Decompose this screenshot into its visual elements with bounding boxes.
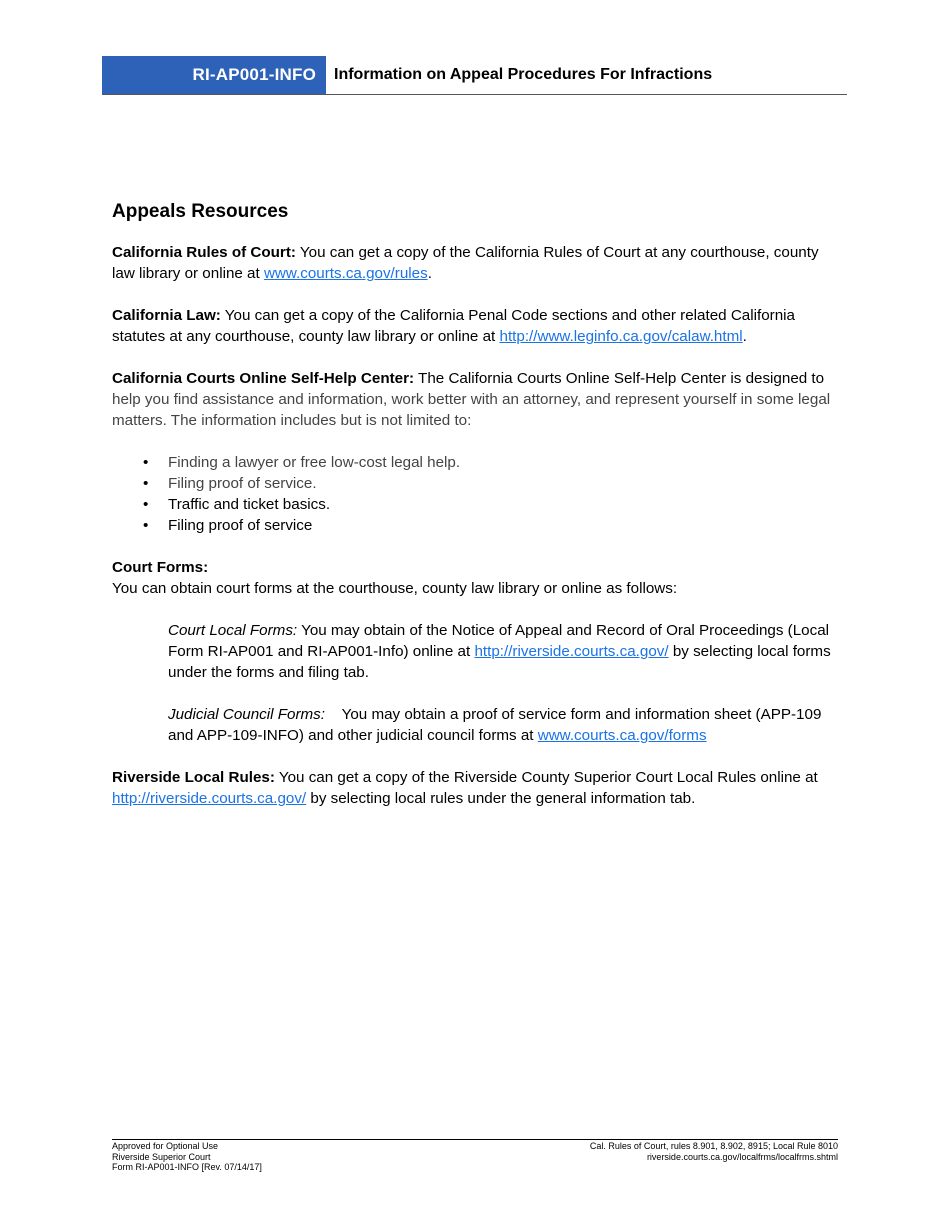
footer-form-revision: Form RI-AP001-INFO [Rev. 07/14/17]	[112, 1162, 262, 1172]
judicial-forms-paragraph	[112, 704, 842, 746]
riverside-rules-link[interactable]: http://riverside.courts.ca.gov/	[112, 790, 307, 807]
california-law-label: California Law:	[112, 307, 221, 324]
footer-url: riverside.courts.ca.gov/localfrms/localfrms.shtml	[646, 1151, 838, 1162]
main-content	[112, 198, 842, 809]
self-help-label: California Courts Online Self-Help Center:	[112, 370, 415, 387]
rules-of-court-link[interactable]: www.courts.ca.gov/rules	[263, 265, 428, 282]
local-rules-text: You can get a copy of the Riverside County Superior Court Local Rules online at	[274, 769, 818, 786]
local-forms-paragraph	[112, 620, 842, 683]
judicial-forms-text: You may obtain a proof of service form and information sheet (APP-109 and APP-109-INFO) and other judicial council forms at	[168, 706, 826, 744]
california-law-after: .	[742, 328, 747, 345]
document-title: Information on Appeal Procedures For Infractions	[334, 66, 713, 83]
form-id-badge: RI-AP001-INFO	[102, 56, 326, 94]
riverside-forms-link[interactable]: http://riverside.courts.ca.gov/	[474, 643, 669, 660]
judicial-forms-label: Judicial Council Forms:	[168, 706, 325, 723]
header-divider	[102, 94, 847, 95]
list-item: • Traffic and ticket basics.	[168, 494, 842, 515]
footer-left	[112, 1141, 262, 1173]
self-help-list	[112, 452, 842, 536]
local-forms-after: by selecting local forms under the forms and filing tab.	[168, 643, 831, 681]
footer-rules-citation: Cal. Rules of Court, rules 8.901, 8.902, 8915; Local Rule 8010	[589, 1141, 838, 1151]
leginfo-link[interactable]: http://www.leginfo.ca.gov/calaw.html	[499, 328, 743, 345]
courts-forms-link[interactable]: www.courts.ca.gov/forms	[537, 727, 707, 744]
rules-of-court-paragraph	[112, 242, 842, 284]
local-rules-after: by selecting local rules under the general information tab.	[306, 790, 696, 807]
self-help-text-1: The California Courts Online Self-Help Center is designed to	[414, 370, 825, 387]
local-rules-label: Riverside Local Rules:	[112, 769, 275, 786]
self-help-paragraph	[112, 368, 842, 431]
footer-court: Riverside Superior Court	[112, 1151, 211, 1162]
california-law-text: You can get a copy of the California Penal Code sections and other related California statutes at any courthouse, county law library or online at	[112, 307, 795, 345]
rules-of-court-label: California Rules of Court:	[112, 244, 296, 261]
local-forms-text: You may obtain of the Notice of Appeal and Record of Oral Proceedings (Local Form RI-AP001 and RI-AP001-Info) online at	[168, 622, 830, 660]
court-forms-text: You can obtain court forms at the courthouse, county law library or online as follows:	[112, 580, 678, 597]
local-forms-label: Court Local Forms:	[168, 622, 298, 639]
court-forms-heading	[112, 557, 842, 578]
rules-of-court-after: .	[427, 265, 432, 282]
footer-right	[590, 1141, 838, 1162]
list-item: • Filing proof of service	[168, 515, 842, 536]
footer-approval: Approved for Optional Use	[112, 1141, 219, 1151]
california-law-paragraph	[112, 305, 842, 347]
court-forms-label: Court Forms:	[112, 559, 209, 576]
self-help-text-2: help you find assistance and information, work better with an attorney, and represent yourself in some legal matters. The information includes but is not limited to:	[112, 391, 831, 429]
section-title: Appeals Resources	[112, 201, 289, 222]
rules-of-court-text: You can get a copy of the California Rules of Court at any courthouse, county law library or online at	[112, 244, 819, 282]
local-rules-paragraph	[112, 767, 842, 809]
list-item: • Finding a lawyer or free low-cost legal help.	[168, 452, 842, 473]
list-item: • Filing proof of service.	[168, 473, 842, 494]
footer-divider	[112, 1139, 838, 1140]
